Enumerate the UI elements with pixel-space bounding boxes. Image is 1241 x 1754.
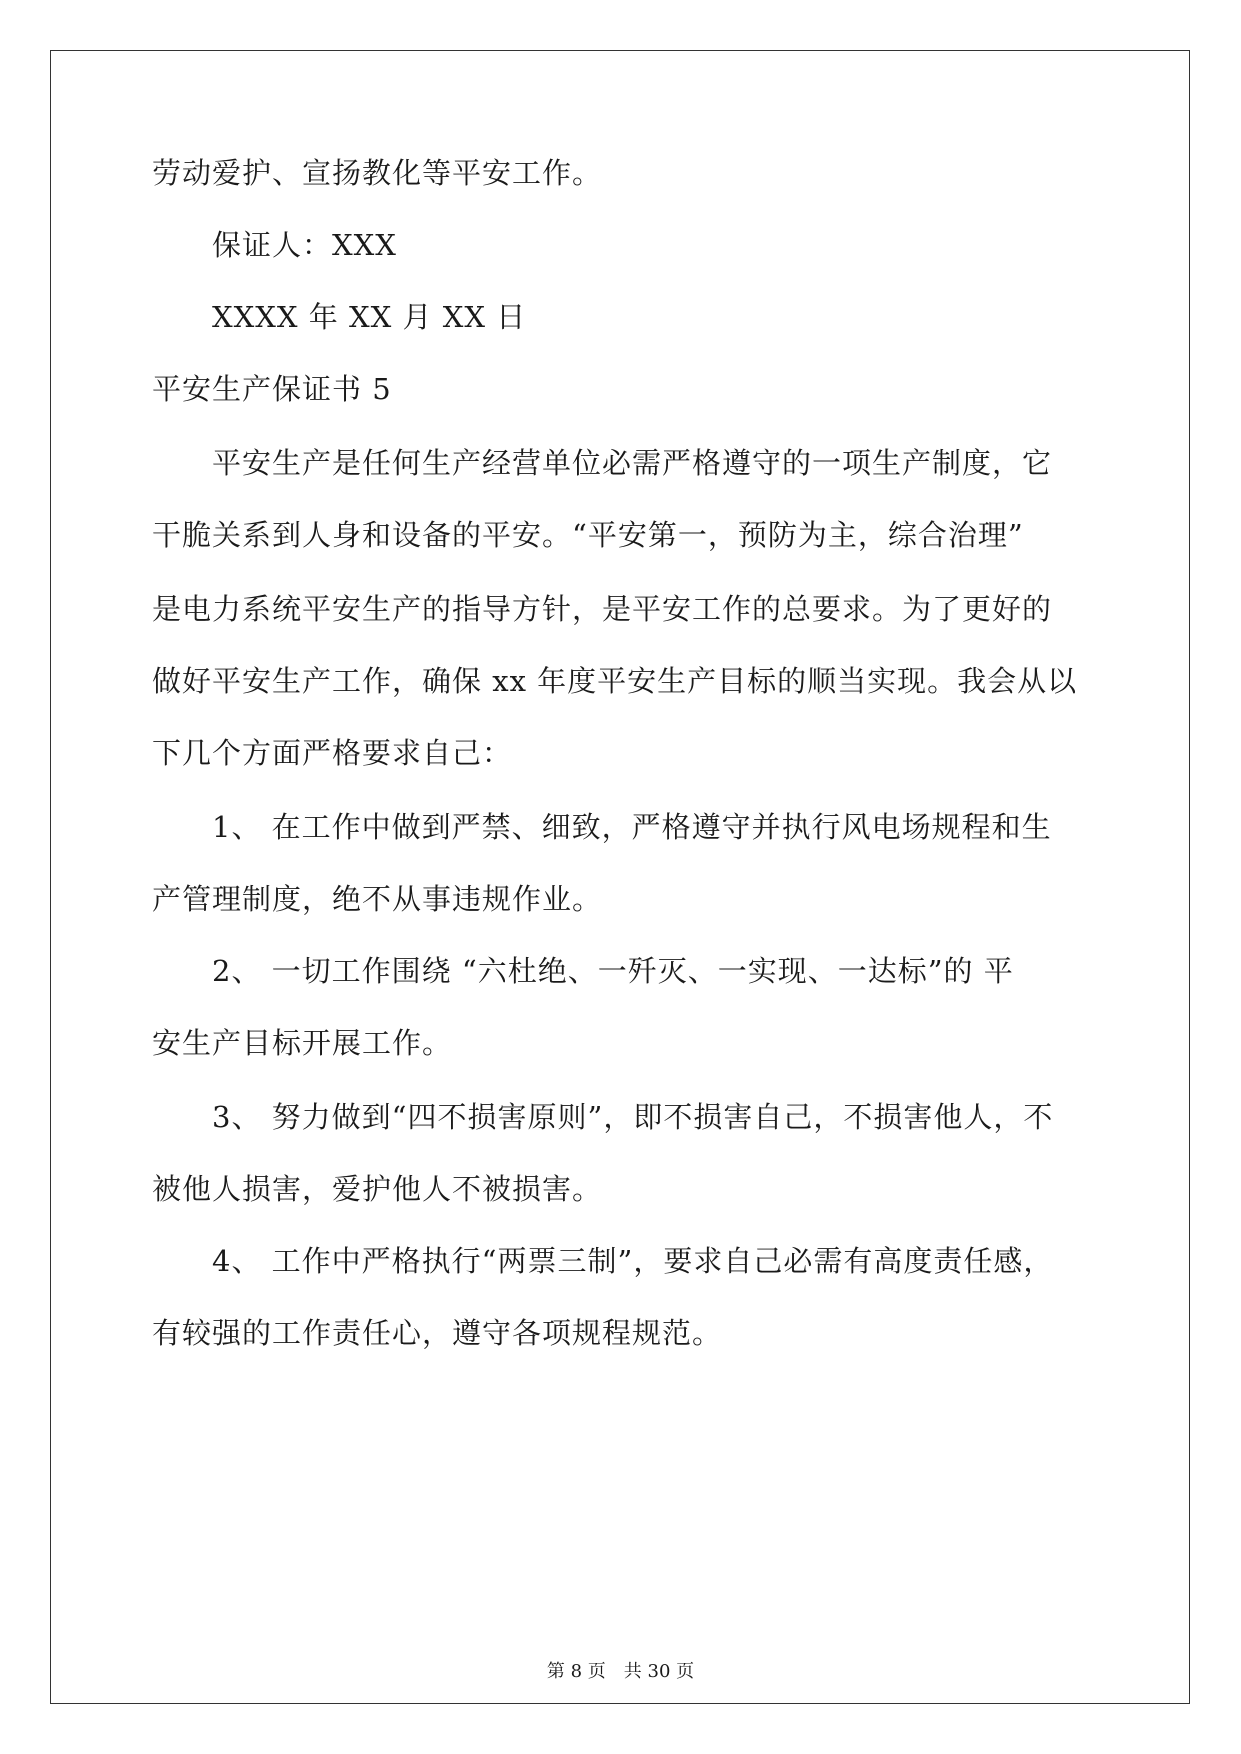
section-heading: 平安生产保证书 5 (152, 372, 392, 406)
date-line: XXXX 年 XX 月 XX 日 (212, 300, 527, 334)
body-line: 下几个方面严格要求自己： (152, 736, 513, 770)
body-line: 做好平安生产工作，确保 xx 年度平安生产目标的顺当实现。我会从以 (152, 664, 1078, 698)
list-item-4: 4、 工作中严格执行“两票三制”，要求自己必需有高度责任感， (212, 1244, 1054, 1278)
page-number: 第 8 页 (546, 1661, 606, 1682)
body-line: 是电力系统平安生产的指导方针，是平安工作的总要求。为了更好的 (152, 592, 1053, 626)
body-line: 劳动爱护、宣扬教化等平安工作。 (152, 156, 603, 190)
body-line: 平安生产是任何生产经营单位必需严格遵守的一项生产制度，它 (212, 446, 1053, 480)
page-total: 共 30 页 (623, 1661, 695, 1682)
list-item-4-cont: 有较强的工作责任心，遵守各项规程规范。 (152, 1316, 723, 1350)
list-item-1-cont: 产管理制度，绝不从事违规作业。 (152, 882, 603, 916)
list-item-1: 1、 在工作中做到严禁、细致，严格遵守并执行风电场规程和生 (212, 810, 1052, 844)
list-item-3: 3、 努力做到“四不损害原则”，即不损害自己，不损害他人，不 (212, 1100, 1054, 1134)
page-footer (0, 1660, 1241, 1684)
list-item-3-cont: 被他人损害，爱护他人不被损害。 (152, 1172, 603, 1206)
list-item-2-cont: 安生产目标开展工作。 (152, 1026, 453, 1060)
signatory-line: 保证人：XXX (212, 228, 397, 262)
body-line: 干脆关系到人身和设备的平安。“平安第一，预防为主，综合治理” (152, 518, 1024, 552)
list-item-2: 2、 一切工作围绕 “六杜绝、一歼灭、一实现、一达标”的 平 (212, 954, 1014, 988)
